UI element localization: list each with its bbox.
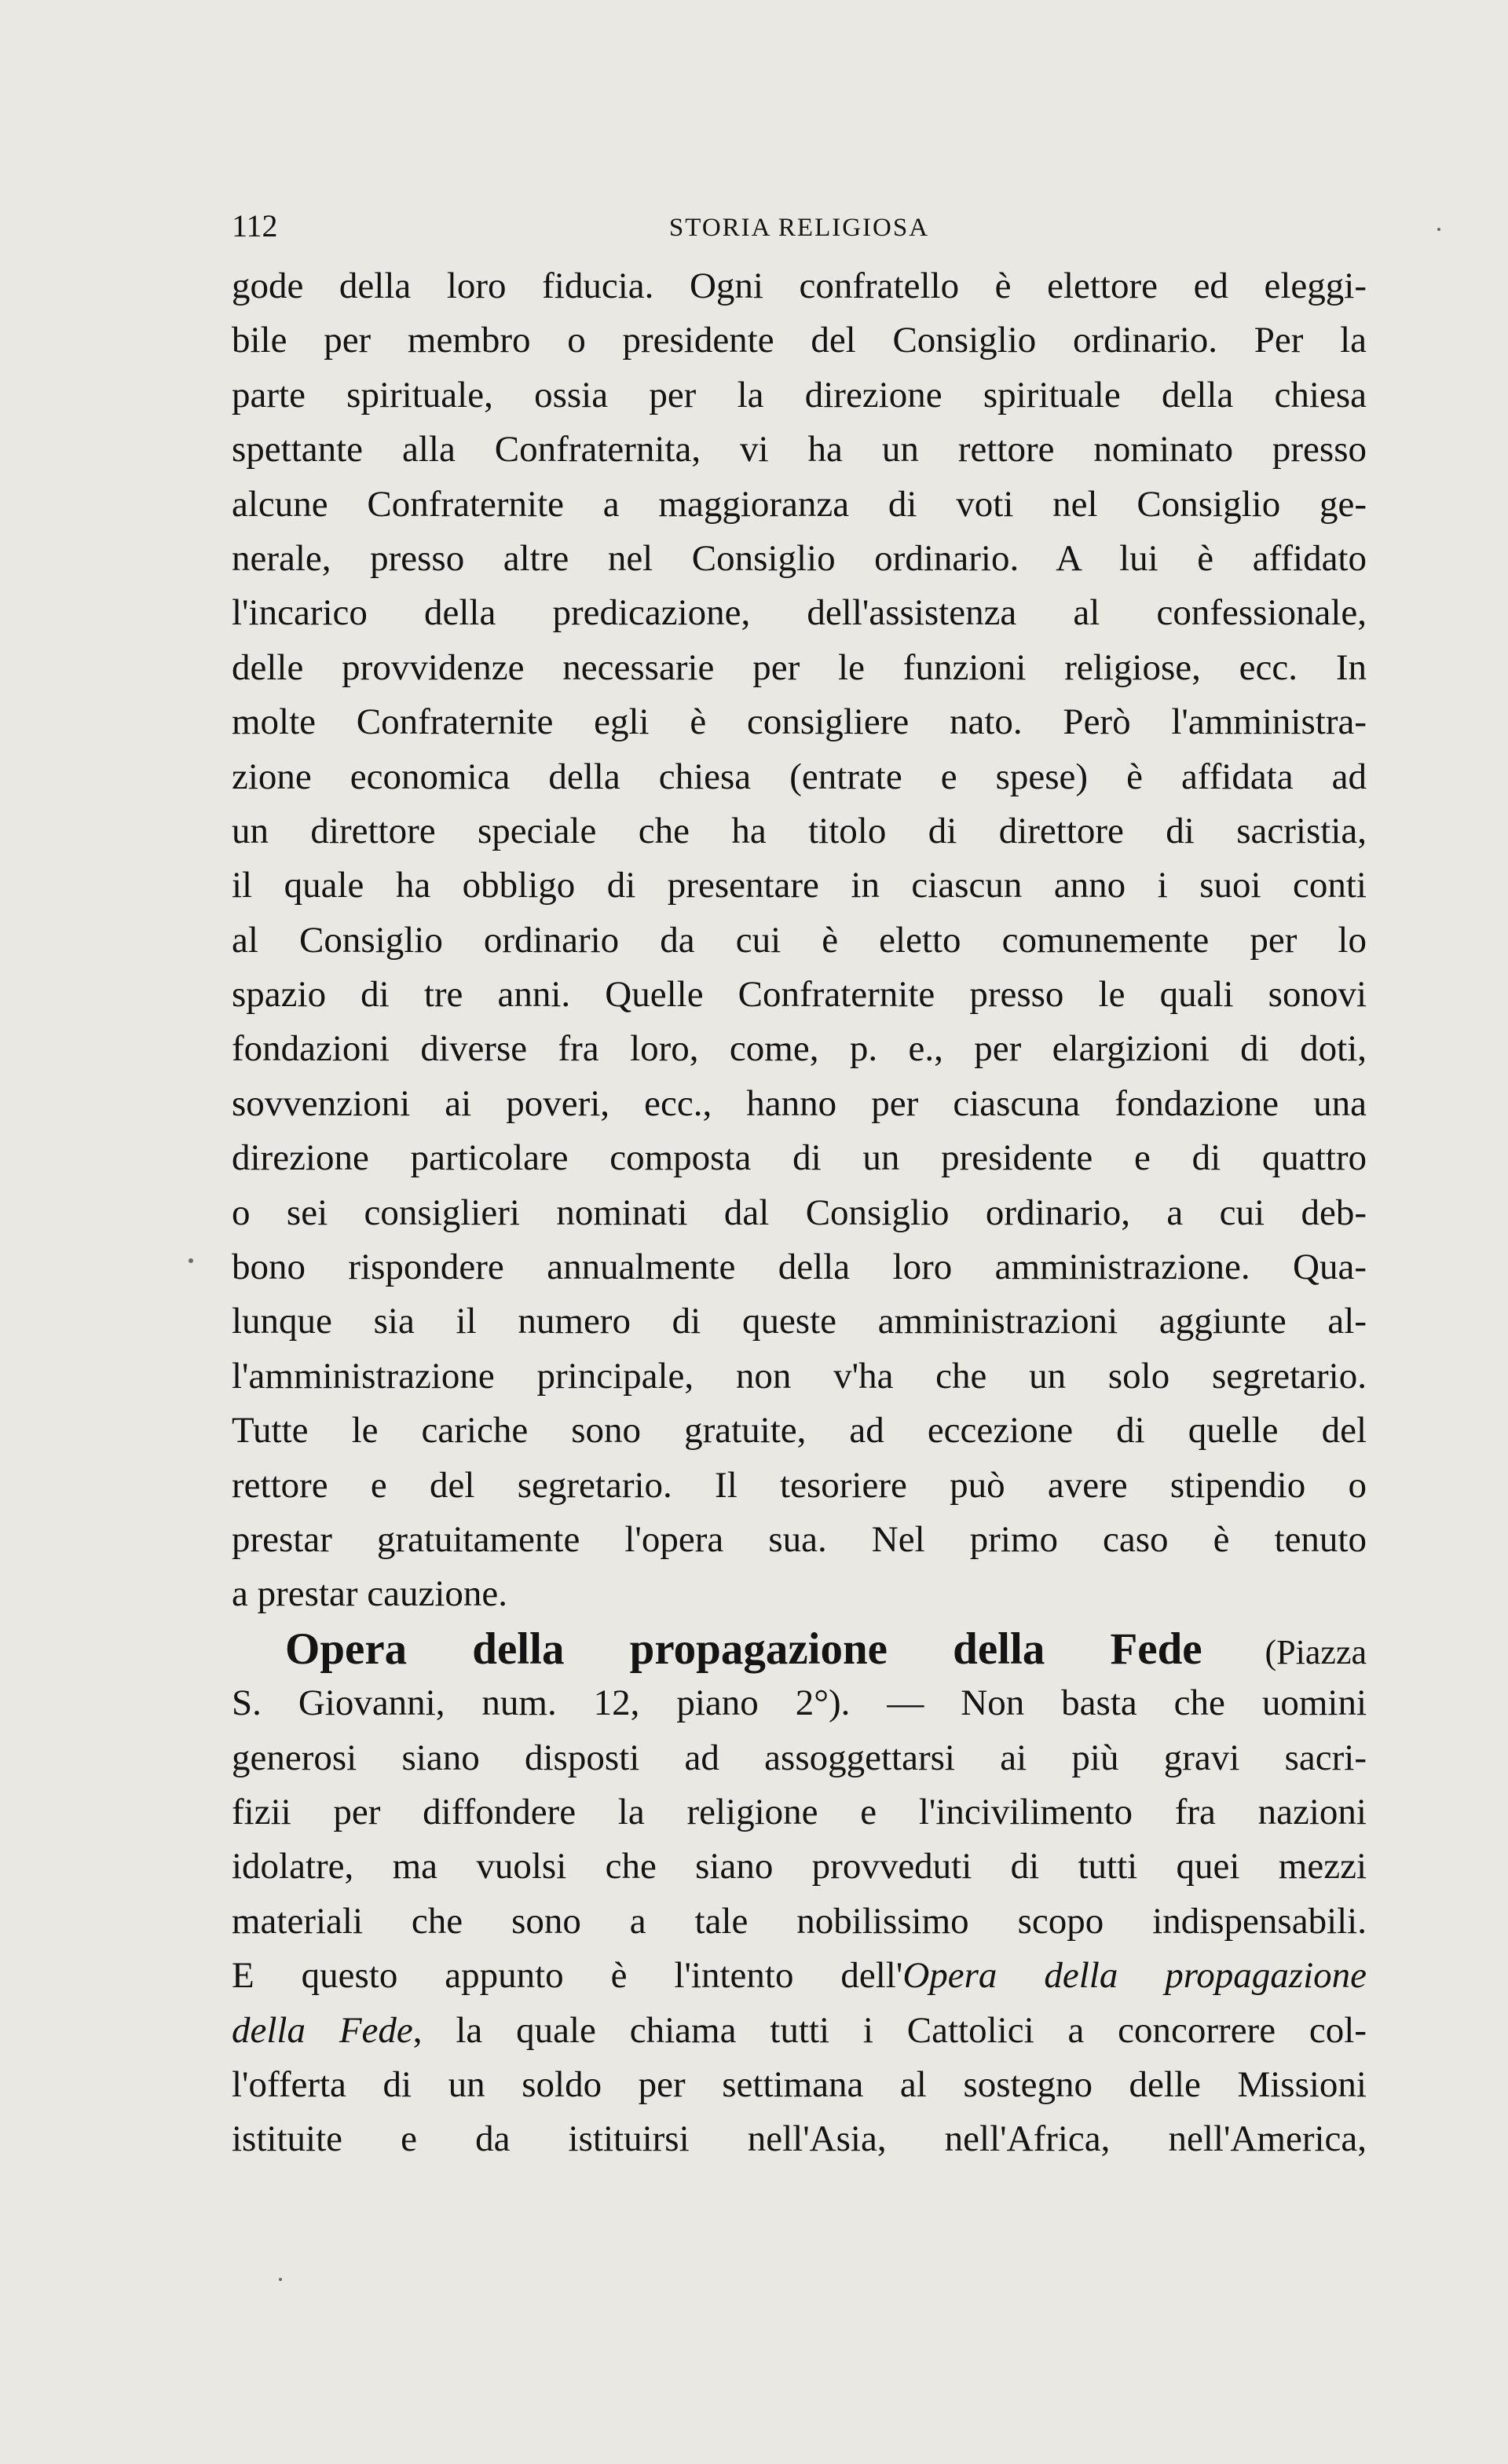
text-line: delle provvidenze necessarie per le funzioni religiose, ecc. In: [232, 646, 1367, 688]
text-line: generosi siano disposti ad assoggettarsi ai più gravi sacri-: [232, 1737, 1367, 1778]
text-line: [232, 2004, 1367, 2058]
paper-speck: [188, 1258, 193, 1263]
paragraph-confraternite: [232, 259, 1367, 1622]
text-line: fizii per diffondere la religione e l'incivilimento fra nazioni: [232, 1791, 1367, 1832]
text-line: parte spirituale, ossia per la direzione spirituale della chiesa: [232, 374, 1367, 416]
running-title: STORIA RELIGIOSA: [668, 214, 930, 242]
text-line: il quale ha obbligo di presentare in ciascun anno i suoi conti: [232, 865, 1367, 906]
italic-title: della Fede: [232, 2009, 413, 2051]
text-line: l'incarico della predicazione, dell'assistenza al confessionale,: [232, 592, 1367, 634]
text-line: fondazioni diverse fra loro, come, p. e., per elargizioni di doti,: [232, 1028, 1367, 1070]
text-line: S. Giovanni, num. 12, piano 2°). — Non basta che uomini: [232, 1682, 1367, 1724]
paper-speck: [279, 2278, 282, 2281]
text-line: al Consiglio ordinario da cui è eletto comunemente per lo: [232, 919, 1367, 961]
text-line: alcune Confraternite a maggioranza di voti nel Consiglio ge-: [232, 483, 1367, 525]
text-line: zione economica della chiesa (entrate e spese) è affidata ad: [232, 756, 1367, 797]
text-line: Tutte le cariche sono gratuite, ad eccezione di quelle del: [232, 1410, 1367, 1452]
section-heading-line: [232, 1622, 1367, 1676]
text-line: spazio di tre anni. Quelle Confraternite presso le quali sonovi: [232, 974, 1367, 1016]
paper-speck: [1437, 228, 1440, 231]
text-line: molte Confraternite egli è consigliere nato. Però l'amministra-: [232, 701, 1367, 743]
text-line: sovvenzioni ai poveri, ecc., hanno per ciascuna fondazione una: [232, 1082, 1367, 1124]
italic-title: Opera della propagazione: [902, 1955, 1367, 1997]
text-line: gode della loro fiducia. Ogni confratello è elettore ed eleggi-: [232, 265, 1367, 306]
text-line: materiali che sono a tale nobilissimo scopo indispensabili.: [232, 1900, 1367, 1942]
running-head: [232, 203, 1367, 250]
text-run: , la quale chiama tutti i Cattolici a concorrere col-: [412, 2009, 1367, 2051]
text-line: lunque sia il numero di queste amministrazioni aggiunte al-: [232, 1301, 1367, 1342]
text-line: l'offerta di un soldo per settimana al sostegno delle Missioni: [232, 2063, 1367, 2105]
text-line: un direttore speciale che ha titolo di direttore di sacristia,: [232, 810, 1367, 851]
page-number: 112: [232, 208, 278, 243]
text-line: l'amministrazione principale, non v'ha che un solo segretario.: [232, 1355, 1367, 1397]
text-line: nerale, presso altre nel Consiglio ordinario. A lui è affidato: [232, 537, 1367, 579]
body-text: [232, 259, 1367, 2167]
text-line: [232, 1949, 1367, 2003]
text-line: prestar gratuitamente l'opera sua. Nel primo caso è tenuto: [232, 1518, 1367, 1560]
text-line: direzione particolare composta di un presidente e di quattro: [232, 1137, 1367, 1179]
paragraph-propagazione-fede: [232, 1622, 1367, 2167]
text-line: bono rispondere annualmente della loro amministrazione. Qua-: [232, 1247, 1367, 1288]
text-run: E questo appunto è l'intento dell': [232, 1955, 903, 1997]
text-line: bile per membro o presidente del Consiglio ordinario. Per la: [232, 320, 1367, 361]
text-line: a prestar cauzione.: [232, 1573, 507, 1615]
text-line: idolatre, ma vuolsi che siano provveduti di tutti quei mezzi: [232, 1846, 1367, 1887]
text-line: o sei consiglieri nominati dal Consiglio ordinario, a cui deb-: [232, 1192, 1367, 1233]
text-line: rettore e del segretario. Il tesoriere può avere stipendio o: [232, 1464, 1367, 1506]
text-line: istituite e da istituirsi nell'Asia, nell'Africa, nell'America,: [232, 2118, 1367, 2160]
section-heading: Opera della propagazione della Fede: [285, 1624, 1202, 1674]
text-line: spettante alla Confraternita, vi ha un rettore nominato presso: [232, 429, 1367, 470]
address-start: (Piazza: [1202, 1632, 1367, 1671]
